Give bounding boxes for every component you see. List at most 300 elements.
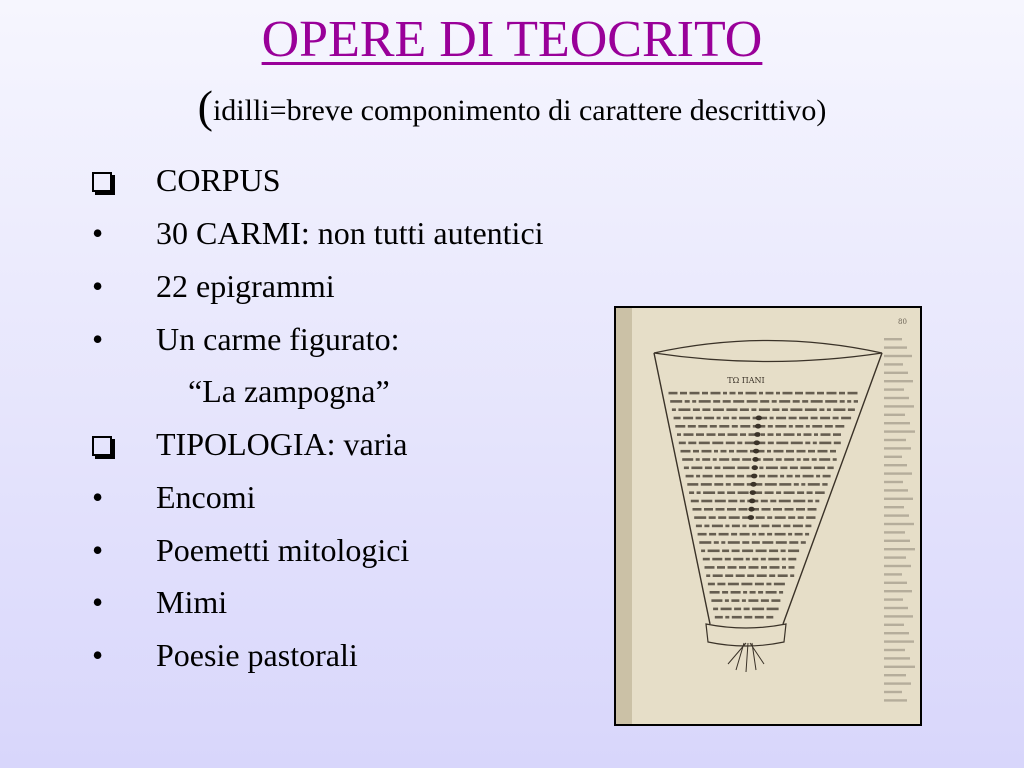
manuscript-ornament-dot — [756, 416, 762, 421]
handwritten-word — [725, 525, 729, 528]
handwritten-word — [806, 425, 810, 428]
handwritten-word — [779, 591, 783, 594]
handwritten-word — [749, 566, 759, 569]
handwritten-word — [755, 616, 764, 619]
manuscript-ornament-dot — [754, 440, 760, 445]
handwritten-word — [784, 433, 795, 436]
bleed-through-line — [884, 531, 905, 533]
handwritten-word — [703, 475, 713, 478]
handwritten-word — [779, 500, 791, 503]
bullet-icon: • — [92, 532, 104, 568]
bleed-through-line — [884, 472, 912, 474]
handwritten-word — [805, 525, 811, 528]
handwritten-word — [704, 508, 713, 511]
bullet-icon: • — [92, 637, 104, 673]
handwritten-word — [751, 408, 756, 411]
bleed-through-line — [884, 514, 909, 516]
handwritten-word — [723, 392, 727, 395]
handwritten-word — [758, 591, 763, 594]
handwritten-word — [808, 508, 817, 511]
handwritten-word — [778, 574, 788, 577]
handwritten-word — [717, 417, 721, 420]
handwritten-word — [732, 458, 740, 461]
handwritten-word — [723, 400, 731, 403]
subtitle-text: idilli=breve componimento di carattere descrittivo) — [212, 94, 827, 127]
handwritten-word — [759, 408, 770, 411]
handwritten-word — [684, 467, 689, 470]
handwritten-word — [690, 392, 700, 395]
handwritten-word — [727, 491, 735, 494]
handwritten-word — [799, 417, 808, 420]
handwritten-word — [793, 525, 803, 528]
handwritten-word — [780, 475, 784, 478]
handwritten-word — [776, 433, 781, 436]
bleed-through-line — [884, 682, 911, 684]
bleed-through-line — [884, 388, 904, 390]
handwritten-word — [801, 541, 806, 544]
bleed-through-line — [884, 405, 914, 407]
handwritten-word — [698, 533, 707, 536]
handwritten-word — [725, 616, 729, 619]
handwritten-word — [767, 450, 771, 453]
handwritten-word — [789, 425, 793, 428]
handwritten-word — [670, 400, 682, 403]
list-item-text: Encomi — [156, 479, 256, 515]
handwritten-word — [713, 408, 724, 411]
handwritten-word — [827, 467, 833, 470]
handwritten-word — [725, 574, 733, 577]
handwritten-word — [708, 583, 715, 586]
manuscript-ornament-dot — [749, 499, 755, 504]
bleed-through-line — [884, 598, 903, 600]
handwritten-word — [721, 541, 725, 544]
handwritten-word — [769, 574, 775, 577]
handwritten-word — [675, 425, 685, 428]
handwritten-word — [725, 599, 729, 602]
handwritten-word — [795, 392, 803, 395]
handwritten-word — [776, 458, 782, 461]
handwritten-word — [731, 591, 741, 594]
handwritten-word — [770, 417, 774, 420]
handwritten-word — [737, 467, 749, 470]
handwritten-word — [797, 458, 801, 461]
bullet-icon: • — [92, 479, 104, 515]
list-item-text: Mimi — [156, 584, 228, 620]
handwritten-word — [740, 433, 746, 436]
bleed-through-line — [884, 548, 915, 550]
handwritten-word — [794, 483, 799, 486]
handwritten-word — [805, 442, 810, 445]
handwritten-word — [761, 599, 769, 602]
handwritten-word — [701, 483, 712, 486]
handwritten-word — [682, 458, 693, 461]
handwritten-word — [785, 508, 794, 511]
handwritten-word — [747, 400, 758, 403]
handwritten-word — [833, 417, 839, 420]
handwritten-word — [776, 491, 781, 494]
handwritten-word — [725, 558, 731, 561]
handwritten-word — [731, 533, 737, 536]
handwritten-word — [768, 558, 779, 561]
handwritten-word — [793, 400, 800, 403]
manuscript-page-number: 80 — [898, 318, 907, 326]
handwritten-word — [756, 550, 767, 553]
bleed-through-line — [884, 632, 909, 634]
handwritten-word — [684, 433, 694, 436]
handwritten-word — [685, 400, 690, 403]
handwritten-word — [765, 491, 774, 494]
bleed-through-line — [884, 456, 902, 458]
handwritten-word — [750, 591, 756, 594]
handwritten-word — [835, 425, 844, 428]
bleed-through-line — [884, 338, 902, 340]
handwritten-word — [741, 583, 752, 586]
handwritten-word — [854, 400, 858, 403]
handwritten-word — [830, 450, 836, 453]
handwritten-word — [774, 583, 785, 586]
handwritten-word — [825, 425, 833, 428]
manuscript-heading: ΤΩ ΠΑΝΙ — [727, 376, 765, 385]
handwritten-word — [742, 599, 746, 602]
handwritten-word — [726, 442, 735, 445]
bleed-through-line — [884, 372, 908, 374]
handwritten-word — [768, 442, 774, 445]
handwritten-word — [766, 591, 777, 594]
handwritten-word — [693, 408, 700, 411]
handwritten-word — [732, 550, 740, 553]
handwritten-word — [770, 500, 776, 503]
bleed-through-line — [884, 657, 910, 659]
handwritten-word — [703, 558, 710, 561]
manuscript-image — [614, 306, 922, 726]
bleed-through-line — [884, 523, 914, 525]
bleed-through-line — [884, 699, 907, 701]
handwritten-word — [693, 508, 702, 511]
handwritten-word — [756, 483, 762, 486]
handwritten-word — [713, 400, 720, 403]
handwritten-word — [780, 467, 787, 470]
bleed-through-line — [884, 582, 907, 584]
handwritten-word — [797, 491, 804, 494]
handwritten-word — [696, 433, 704, 436]
handwritten-word — [811, 417, 818, 420]
handwritten-word — [806, 392, 815, 395]
handwritten-word — [740, 425, 750, 428]
handwritten-word — [726, 483, 731, 486]
handwritten-word — [699, 400, 711, 403]
bleed-through-line — [884, 422, 910, 424]
handwritten-word — [788, 516, 795, 519]
handwritten-word — [814, 467, 825, 470]
handwritten-word — [669, 392, 678, 395]
handwritten-word — [674, 417, 681, 420]
handwritten-word — [789, 541, 798, 544]
manuscript-gutter-shadow — [616, 308, 632, 724]
handwritten-word — [797, 433, 801, 436]
handwritten-word — [769, 550, 778, 553]
handwritten-word — [841, 417, 851, 420]
handwritten-word — [734, 608, 741, 611]
handwritten-word — [712, 525, 723, 528]
handwritten-word — [683, 417, 693, 420]
handwritten-word — [812, 425, 822, 428]
handwritten-word — [679, 442, 686, 445]
handwritten-word — [776, 392, 780, 395]
handwritten-word — [787, 475, 793, 478]
handwritten-word — [713, 608, 718, 611]
handwritten-word — [705, 467, 712, 470]
handwritten-word — [680, 392, 687, 395]
manuscript-ornament-dot — [750, 490, 756, 495]
bleed-through-line — [884, 414, 905, 416]
checkbox-bullet-icon — [90, 155, 130, 205]
handwritten-word — [698, 425, 707, 428]
handwritten-word — [739, 417, 750, 420]
handwritten-word — [717, 583, 725, 586]
handwritten-word — [823, 475, 831, 478]
handwritten-word — [729, 450, 734, 453]
handwritten-word — [706, 574, 710, 577]
handwritten-word — [776, 417, 786, 420]
handwritten-word — [701, 550, 705, 553]
handwritten-word — [815, 491, 825, 494]
handwritten-word — [776, 442, 788, 445]
handwritten-word — [733, 483, 744, 486]
handwritten-word — [790, 467, 798, 470]
handwritten-word — [702, 392, 708, 395]
handwritten-word — [693, 450, 699, 453]
handwritten-word — [839, 392, 845, 395]
handwritten-word — [697, 491, 701, 494]
handwritten-word — [818, 450, 828, 453]
bleed-through-line — [884, 573, 902, 575]
syrinx-manuscript-illustration — [616, 308, 920, 724]
handwritten-word — [814, 433, 818, 436]
handwritten-word — [721, 450, 727, 453]
handwritten-word — [728, 433, 738, 436]
handwritten-word — [728, 541, 740, 544]
handwritten-word — [819, 458, 830, 461]
handwritten-word — [715, 500, 726, 503]
handwritten-word — [766, 392, 774, 395]
handwritten-word — [737, 475, 744, 478]
handwritten-word — [696, 458, 700, 461]
handwritten-word — [707, 433, 716, 436]
handwritten-word — [732, 616, 742, 619]
bleed-through-line — [884, 540, 910, 542]
handwritten-word — [740, 500, 745, 503]
handwritten-word — [786, 450, 794, 453]
handwritten-word — [731, 599, 739, 602]
handwritten-word — [773, 508, 782, 511]
slide-subtitle — [0, 81, 1024, 136]
handwritten-word — [722, 591, 728, 594]
handwritten-word — [752, 558, 758, 561]
handwritten-word — [774, 450, 784, 453]
handwritten-word — [768, 433, 774, 436]
manuscript-ornament-dot — [751, 474, 757, 479]
handwritten-word — [714, 541, 719, 544]
bullet-icon: • — [92, 268, 104, 304]
bleed-through-line — [884, 363, 903, 365]
handwritten-word — [827, 408, 831, 411]
handwritten-word — [788, 550, 799, 553]
handwritten-word — [840, 400, 845, 403]
handwritten-word — [688, 442, 696, 445]
handwritten-word — [766, 583, 771, 586]
handwritten-word — [779, 400, 790, 403]
handwritten-word — [772, 400, 777, 403]
handwritten-word — [747, 574, 754, 577]
handwritten-word — [766, 467, 778, 470]
handwritten-word — [703, 491, 715, 494]
subtitle-open-paren: ( — [197, 81, 213, 132]
handwritten-word — [762, 508, 771, 511]
handwritten-word — [713, 458, 717, 461]
handwritten-word — [714, 483, 723, 486]
handwritten-word — [783, 392, 793, 395]
bleed-through-line — [884, 691, 902, 693]
handwritten-word — [696, 417, 702, 420]
handwritten-word — [677, 433, 681, 436]
handwritten-word — [710, 425, 717, 428]
manuscript-ornament-dot — [748, 507, 754, 512]
handwritten-word — [825, 400, 837, 403]
handwritten-word — [848, 408, 855, 411]
handwritten-word — [744, 616, 752, 619]
handwritten-word — [719, 425, 729, 428]
handwritten-word — [688, 425, 696, 428]
handwritten-word — [770, 566, 780, 569]
handwritten-word — [726, 475, 735, 478]
handwritten-word — [715, 616, 723, 619]
handwritten-word — [820, 417, 830, 420]
list-item-text: CORPUS — [156, 162, 281, 198]
handwritten-word — [761, 558, 766, 561]
handwritten-word — [718, 433, 725, 436]
handwritten-word — [719, 533, 729, 536]
handwritten-word — [805, 408, 817, 411]
bleed-through-line — [884, 447, 911, 449]
handwritten-word — [729, 516, 740, 519]
bleed-through-line — [884, 615, 913, 617]
handwritten-word — [760, 400, 769, 403]
handwritten-word — [712, 558, 722, 561]
manuscript-ornament-dot — [755, 424, 761, 429]
handwritten-word — [709, 533, 716, 536]
handwritten-word — [761, 500, 768, 503]
handwritten-word — [816, 475, 820, 478]
handwritten-word — [723, 467, 735, 470]
handwritten-word — [801, 483, 805, 486]
handwritten-word — [726, 408, 737, 411]
handwritten-word — [712, 442, 723, 445]
manuscript-ornament-dot — [754, 432, 760, 437]
handwritten-word — [767, 516, 772, 519]
handwritten-word — [808, 483, 820, 486]
handwritten-word — [732, 417, 737, 420]
handwritten-word — [717, 566, 725, 569]
handwritten-word — [822, 483, 827, 486]
handwritten-word — [714, 467, 720, 470]
bleed-through-line — [884, 464, 907, 466]
handwritten-word — [791, 442, 803, 445]
handwritten-word — [740, 533, 750, 536]
handwritten-word — [730, 392, 736, 395]
handwritten-word — [733, 558, 743, 561]
handwritten-word — [728, 583, 739, 586]
handwritten-word — [692, 400, 696, 403]
handwritten-word — [761, 525, 769, 528]
handwritten-word — [742, 550, 753, 553]
handwritten-word — [796, 508, 805, 511]
handwritten-word — [759, 475, 765, 478]
handwritten-word — [699, 541, 711, 544]
handwritten-word — [765, 483, 777, 486]
handwritten-word — [694, 516, 706, 519]
handwritten-word — [757, 574, 767, 577]
manuscript-ornament-dot — [752, 465, 758, 470]
bleed-through-line — [884, 674, 906, 676]
bleed-through-line — [884, 439, 906, 441]
handwritten-word — [797, 450, 806, 453]
handwritten-word — [795, 475, 800, 478]
handwritten-word — [704, 525, 709, 528]
handwritten-word — [808, 500, 813, 503]
handwritten-word — [815, 500, 819, 503]
handwritten-word — [817, 392, 824, 395]
handwritten-word — [713, 574, 723, 577]
handwritten-word — [742, 458, 751, 461]
handwritten-word — [742, 525, 746, 528]
handwritten-word — [752, 533, 756, 536]
handwritten-word — [708, 550, 720, 553]
handwritten-word — [772, 408, 779, 411]
bleed-through-line — [884, 565, 911, 567]
bleed-through-line — [884, 397, 909, 399]
bleed-through-line — [884, 506, 904, 508]
handwritten-word — [710, 591, 720, 594]
list-item-text: “La zampogna” — [188, 373, 390, 409]
list-item-text: Un carme figurato: — [156, 321, 400, 357]
handwritten-word — [742, 541, 749, 544]
handwritten-word — [739, 508, 748, 511]
handwritten-word — [732, 525, 740, 528]
list-item-text: 30 CARMI: non tutti autentici — [156, 215, 544, 251]
handwritten-word — [767, 533, 772, 536]
bullet-icon: • — [92, 584, 104, 620]
handwritten-word — [719, 458, 729, 461]
handwritten-word — [759, 392, 763, 395]
handwritten-word — [812, 458, 817, 461]
handwritten-word — [687, 483, 698, 486]
handwritten-word — [721, 608, 732, 611]
handwritten-word — [811, 400, 823, 403]
handwritten-word — [788, 558, 796, 561]
manuscript-ornament-dot — [752, 457, 758, 462]
handwritten-word — [711, 599, 722, 602]
handwritten-word — [782, 408, 788, 411]
handwritten-word — [798, 516, 804, 519]
checkbox-bullet-icon — [90, 419, 130, 469]
handwritten-word — [833, 433, 841, 436]
handwritten-word — [771, 599, 780, 602]
bleed-through-line — [884, 590, 912, 592]
handwritten-word — [793, 500, 805, 503]
handwritten-word — [834, 442, 841, 445]
handwritten-word — [749, 525, 759, 528]
handwritten-word — [743, 591, 747, 594]
